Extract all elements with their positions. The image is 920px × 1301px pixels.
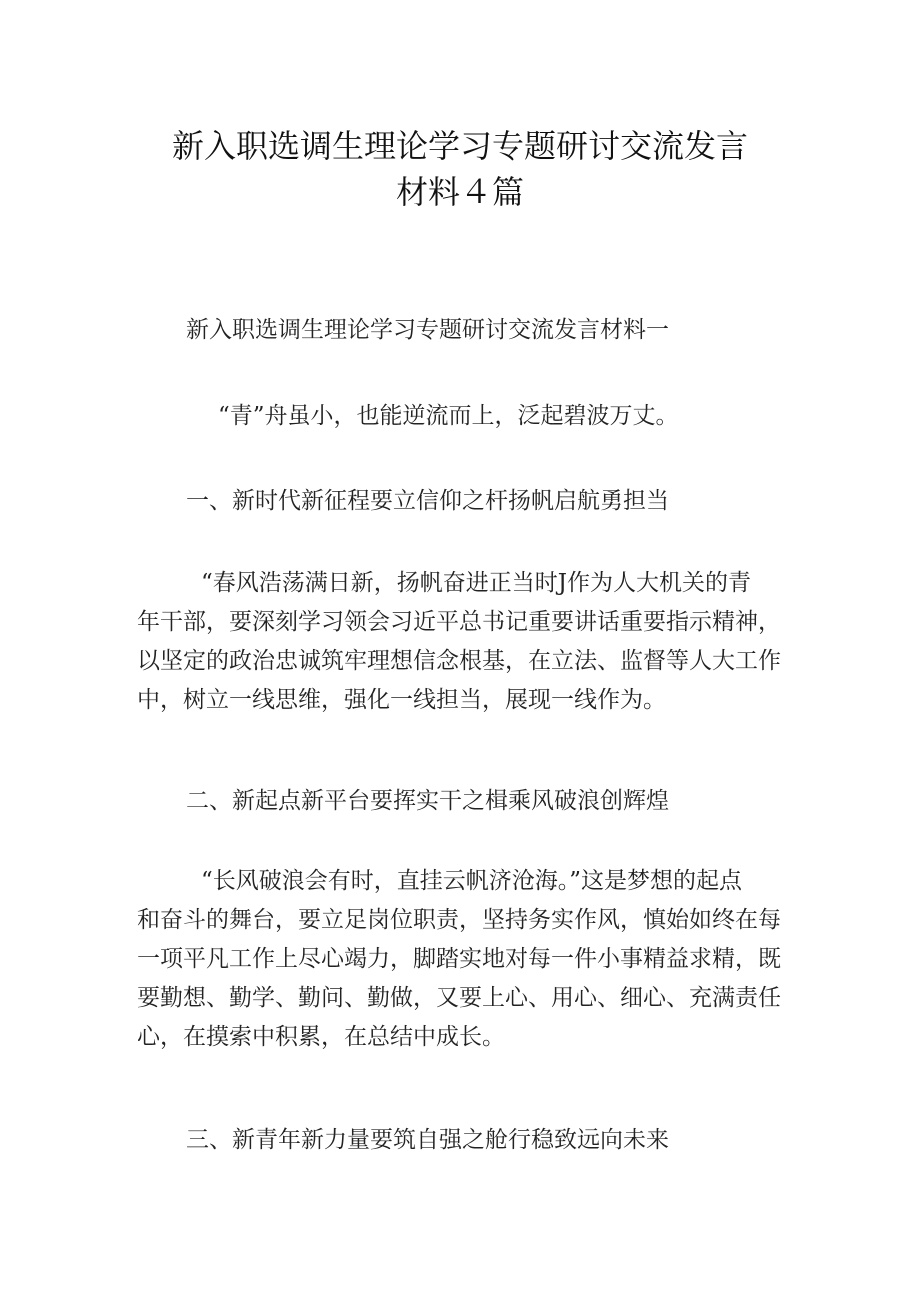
section-1-line: “春风浩荡满日新，扬帆奋进正当时J作为人大机关的青 <box>201 570 751 596</box>
section-1-line: 中，树立一线思维，强化一线担当，展现一线作为。 <box>137 687 666 713</box>
section-2-line: “长风破浪会有时，直挂云帆济沧海。”这是梦想的起点 <box>201 868 743 894</box>
section-2-line: 和奋斗的舞台，要立足岗位职责，坚持务实作风，慎始如终在每 <box>137 907 781 933</box>
opening-quote: “青”舟虽小，也能逆流而上，泛起碧波万丈。 <box>218 403 679 429</box>
section-2-heading: 二、新起点新平台要挥实干之楫乘风破浪创辉煌 <box>186 788 669 814</box>
document-subtitle: 新入职选调生理论学习专题研讨交流发言材料一 <box>186 317 669 343</box>
section-1-body <box>137 564 787 720</box>
section-1-heading: 一、新时代新征程要立信仰之杆扬帆启航勇担当 <box>186 488 669 514</box>
section-2-line: 一项平凡工作上尽心竭力，脚踏实地对每一件小事精益求精，既 <box>137 946 781 972</box>
section-2-line: 心，在摸索中积累，在总结中成长。 <box>137 1024 505 1050</box>
section-1-line: 年干部，要深刻学习领会习近平总书记重要讲话重要指示精神， <box>137 609 781 635</box>
document-title-line-1: 新入职选调生理论学习专题研讨交流发言 <box>171 127 748 165</box>
section-1-line: 以坚定的政治忠诚筑牢理想信念根基，在立法、监督等人大工作 <box>137 648 781 674</box>
section-2-body <box>137 862 787 1057</box>
document-title-line-2: 材料４篇 <box>395 173 524 211</box>
section-3-heading: 三、新青年新力量要筑自强之舱行稳致远向未来 <box>186 1127 669 1153</box>
section-2-line: 要勤想、勤学、勤问、勤做，又要上心、用心、细心、充满责任 <box>137 985 781 1011</box>
